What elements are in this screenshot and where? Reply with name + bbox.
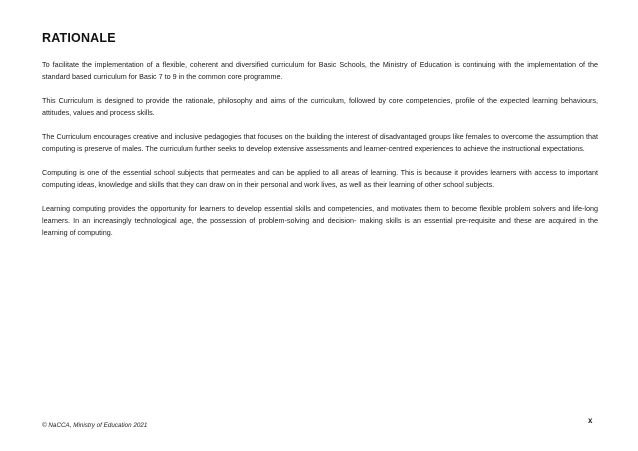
paragraph-1: To facilitate the implementation of a flexible, coherent and diversified curriculum for Basic Schools, the Ministry of Education is continuing with the implementation of the standard based curriculum for Basic 7 to 9 in the common core programme. <box>42 60 598 82</box>
page-number: x <box>588 416 593 425</box>
paragraph-3: The Curriculum encourages creative and inclusive pedagogies that focuses on the building the interest of disadvantaged groups like females to overcome the assumption that computing is preserve of males. The curriculum further seeks to develop extensive assessments and learner-centred experiences to achieve the instructional expectations. <box>42 131 598 154</box>
paragraph-2: This Curriculum is designed to provide the rationale, philosophy and aims of the curriculum, followed by core competencies, profile of the expected learning behaviours, attitudes, values and process skills. <box>42 95 598 118</box>
section-heading: RATIONALE <box>42 31 116 45</box>
paragraph-5: Learning computing provides the opportunity for learners to develop essential skills and competencies, and motivates them to become flexible problem solvers and life-long learners. In an increasingly technological age, the possession of problem-solving and decision- making skills is an essential pre-requisite and these are acquired in the learning of computing. <box>42 203 598 238</box>
document-page <box>42 0 598 451</box>
paragraph-4: Computing is one of the essential school subjects that permeates and can be applied to all areas of learning. This is because it provides learners with access to important computing ideas, knowledge and skills that they can draw on in their personal and work lives, as well as their learning of other school subjects. <box>42 167 598 189</box>
rationale-body <box>42 59 598 251</box>
footer-copyright: © NaCCA, Ministry of Education 2021 <box>42 422 148 429</box>
